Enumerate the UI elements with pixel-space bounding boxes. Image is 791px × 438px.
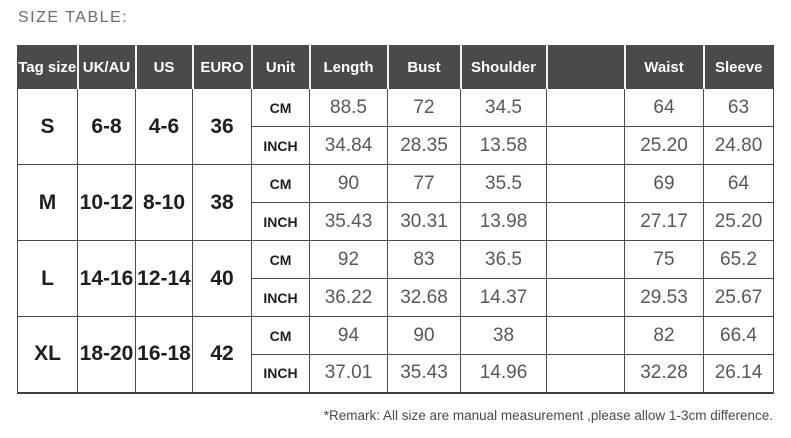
header-sleeve: Sleeve <box>704 46 774 89</box>
us-cell: 12-14 <box>136 241 193 317</box>
length-cell: 90 <box>310 165 388 203</box>
header-us: US <box>136 46 193 89</box>
size-tag-cell: L <box>18 241 78 317</box>
unit-cell: INCH <box>252 203 310 241</box>
header-euro: EURO <box>193 46 252 89</box>
length-cell: 88.5 <box>310 89 388 127</box>
bust-cell: 83 <box>388 241 461 279</box>
euro-cell: 40 <box>193 241 252 317</box>
empty-cell <box>547 241 625 279</box>
shoulder-cell: 14.37 <box>461 279 547 317</box>
unit-cell: INCH <box>252 279 310 317</box>
unit-cell: INCH <box>252 355 310 393</box>
header-length: Length <box>310 46 388 89</box>
table-row-l-cm <box>18 241 774 279</box>
table-row-xl-cm <box>18 317 774 355</box>
empty-cell <box>547 203 625 241</box>
bust-cell: 30.31 <box>388 203 461 241</box>
ukau-cell: 6-8 <box>78 89 136 165</box>
euro-cell: 42 <box>193 317 252 393</box>
empty-cell <box>547 355 625 393</box>
length-cell: 37.01 <box>310 355 388 393</box>
empty-cell <box>547 279 625 317</box>
unit-cell: INCH <box>252 127 310 165</box>
unit-cell: CM <box>252 317 310 355</box>
length-cell: 34.84 <box>310 127 388 165</box>
sleeve-cell: 64 <box>704 165 774 203</box>
length-cell: 36.22 <box>310 279 388 317</box>
shoulder-cell: 35.5 <box>461 165 547 203</box>
header-waist: Waist <box>625 46 704 89</box>
bust-cell: 28.35 <box>388 127 461 165</box>
length-cell: 94 <box>310 317 388 355</box>
shoulder-cell: 34.5 <box>461 89 547 127</box>
shoulder-cell: 38 <box>461 317 547 355</box>
waist-cell: 25.20 <box>625 127 704 165</box>
sleeve-cell: 66.4 <box>704 317 774 355</box>
table-body <box>18 89 774 393</box>
length-cell: 35.43 <box>310 203 388 241</box>
size-table <box>17 45 774 394</box>
header-row <box>18 46 774 89</box>
empty-cell <box>547 317 625 355</box>
bust-cell: 32.68 <box>388 279 461 317</box>
table-header <box>18 46 774 89</box>
page-title: SIZE TABLE: <box>18 9 129 26</box>
header-ukau: UK/AU <box>78 46 136 89</box>
length-cell: 92 <box>310 241 388 279</box>
euro-cell: 36 <box>193 89 252 165</box>
bust-cell: 35.43 <box>388 355 461 393</box>
bust-cell: 77 <box>388 165 461 203</box>
header-unit: Unit <box>252 46 310 89</box>
us-cell: 16-18 <box>136 317 193 393</box>
header-bust: Bust <box>388 46 461 89</box>
empty-cell <box>547 127 625 165</box>
empty-cell <box>547 89 625 127</box>
size-tag-cell: M <box>18 165 78 241</box>
waist-cell: 82 <box>625 317 704 355</box>
header-tag-size: Tag size <box>18 46 78 89</box>
sleeve-cell: 63 <box>704 89 774 127</box>
table-row-m-cm <box>18 165 774 203</box>
euro-cell: 38 <box>193 165 252 241</box>
shoulder-cell: 14.96 <box>461 355 547 393</box>
header-shoulder: Shoulder <box>461 46 547 89</box>
shoulder-cell: 36.5 <box>461 241 547 279</box>
us-cell: 4-6 <box>136 89 193 165</box>
unit-cell: CM <box>252 165 310 203</box>
waist-cell: 75 <box>625 241 704 279</box>
waist-cell: 27.17 <box>625 203 704 241</box>
table-row-s-cm <box>18 89 774 127</box>
size-tag-cell: XL <box>18 317 78 393</box>
sleeve-cell: 65.2 <box>704 241 774 279</box>
sleeve-cell: 25.67 <box>704 279 774 317</box>
bust-cell: 72 <box>388 89 461 127</box>
unit-cell: CM <box>252 89 310 127</box>
waist-cell: 64 <box>625 89 704 127</box>
us-cell: 8-10 <box>136 165 193 241</box>
waist-cell: 29.53 <box>625 279 704 317</box>
ukau-cell: 18-20 <box>78 317 136 393</box>
shoulder-cell: 13.58 <box>461 127 547 165</box>
shoulder-cell: 13.98 <box>461 203 547 241</box>
size-tag-cell: S <box>18 89 78 165</box>
bust-cell: 90 <box>388 317 461 355</box>
sleeve-cell: 24.80 <box>704 127 774 165</box>
sleeve-cell: 26.14 <box>704 355 774 393</box>
remark-note: *Remark: All size are manual measurement ,please allow 1-3cm difference. <box>323 408 773 423</box>
header-empty <box>547 46 625 89</box>
waist-cell: 32.28 <box>625 355 704 393</box>
ukau-cell: 14-16 <box>78 241 136 317</box>
unit-cell: CM <box>252 241 310 279</box>
sleeve-cell: 25.20 <box>704 203 774 241</box>
waist-cell: 69 <box>625 165 704 203</box>
empty-cell <box>547 165 625 203</box>
ukau-cell: 10-12 <box>78 165 136 241</box>
